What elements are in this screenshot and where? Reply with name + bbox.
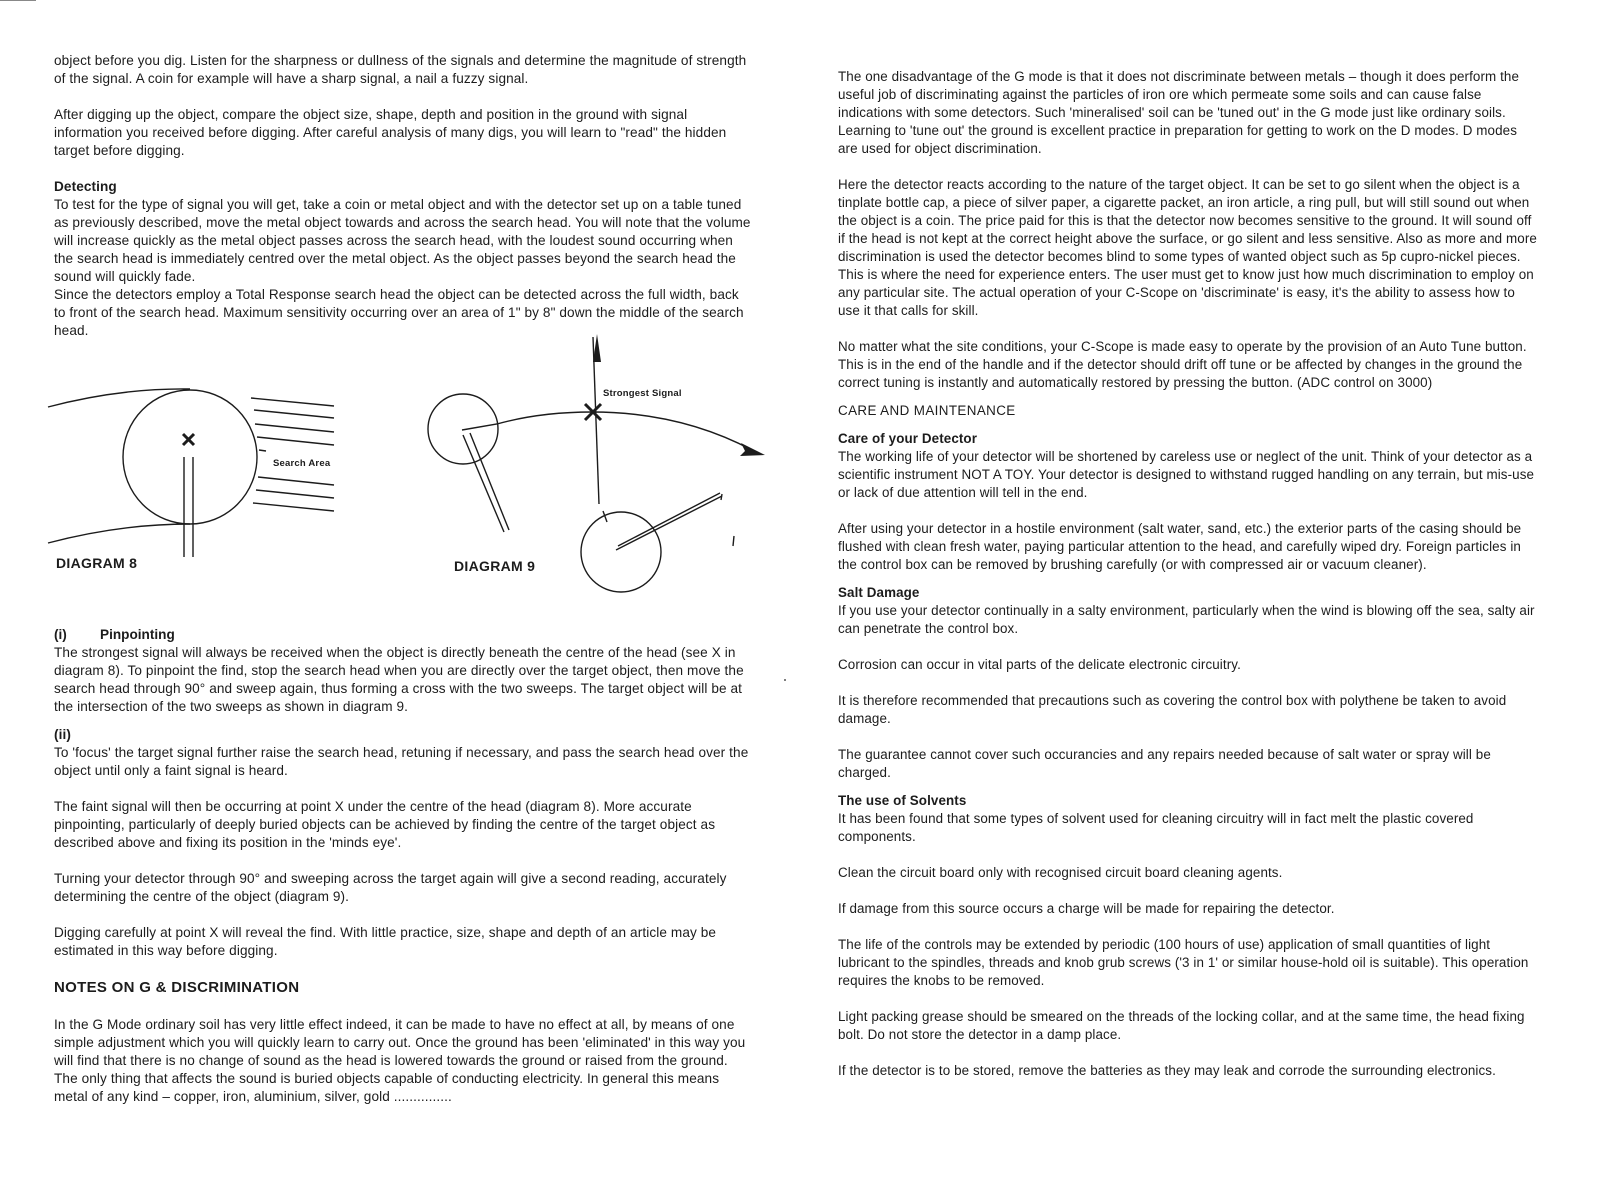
speck [784,679,786,681]
paragraph: object before you dig. Listen for the sharpness or dullness of the signals and determine the magnitude of strength of the signal. A coin for example will have a sharp signal, a nail a fuzzy signal. [54,53,747,86]
section-number: (ii) [54,727,72,742]
diagram-8 [48,389,334,557]
solvents-heading: The use of Solvents [838,793,967,808]
section-number: (i) [54,627,67,642]
care-heading: CARE AND MAINTENANCE [838,403,1016,418]
paragraph: The guarantee cannot cover such occurancies and any repairs needed because of salt water or spray will be charged. [838,747,1491,780]
paragraph: The life of the controls may be extended by periodic (100 hours of use) application of small quantities of light lubricant to the spindles, threads and knob grub screws ('3 in 1' or similar house-hold oil is suitable). This operation requires the knobs to be removed. [838,937,1529,988]
paragraph: No matter what the site conditions, your C-Scope is made easy to operate by the provision of an Auto Tune button. This is in the end of the handle and if the detector should drift off tune or be affected by changes in the ground the correct tuning is instantly and automatically restored by pressing the button. (ADC control on 3000) [838,339,1527,390]
diagrams-figure [40,332,790,598]
paragraph: If damage from this source occurs a charge will be made for repairing the detector. [838,901,1335,916]
diagrams-area [40,332,790,598]
paragraph: After digging up the object, compare the object size, shape, depth and position in the ground with signal information you received before digging. After careful analysis of many digs, you will learn to "read" the hidden target before digging. [54,107,727,158]
paragraph: The strongest signal will always be received when the object is directly beneath the centre of the head (see X in diagram 8). To pinpoint the find, stop the search head when you are directly over the target object, then move the search head through 90° and sweep again, thus forming a cross with the two sweeps. The target object will be at the intersection of the two sweeps as shown in diagram 9. [54,645,744,714]
left-page [0,0,790,1189]
paragraph: Digging carefully at point X will reveal the find. With little practice, size, shape and depth of an article may be estimated in this way before digging. [54,925,717,958]
notes-heading: NOTES ON G & DISCRIMINATION [54,979,300,996]
section-title: Pinpointing [100,627,175,642]
arrow-right-icon [740,443,765,456]
paragraph: The faint signal will then be occurring at point X under the centre of the head (diagram 8). More accurate pinpointing, particularly of deeply buried objects can be achieved by finding the centre of the target object as described above and fixing its position in the 'minds eye'. [54,799,716,850]
paragraph: To test for the type of signal you will get, take a coin or metal object and with the detector set up on a table tuned as previously described, move the metal object towards and across the search head. You will note that the volume will increase quickly as the metal object passes across the search head, with the loudest sound occurring when the search head is immediately centred over the metal object. As the object passes beyond the search head the sound will quickly fade. [54,197,751,284]
detecting-heading: Detecting [54,179,117,194]
paragraph: It has been found that some types of solvent used for cleaning circuitry will in fact melt the plastic covered components. [838,811,1474,844]
paragraph: The working life of your detector will be shortened by careless use or neglect of the unit. Think of your detector as a scientific instrument NOT A TOY. Your detector is designed to withstand rugged handling on any terrain, but mis-use or lack of due attention will tell in the end. [838,449,1535,500]
arrow-up-icon [593,334,601,362]
right-column [838,68,1538,1080]
paragraph: Clean the circuit board only with recognised circuit board cleaning agents. [838,865,1283,880]
left-column [54,52,754,340]
right-page [800,0,1600,1189]
diagram-8-label: DIAGRAM 8 [56,555,138,571]
strongest-signal-label: Strongest Signal [603,388,682,399]
x-marker-icon [183,434,194,445]
paragraph: The one disadvantage of the G mode is that it does not discriminate between metals – though it does perform the useful job of discriminating against the particles of iron ore which permeate some soils and can cause false indications with some detectors. Such 'mineralised' soil can be 'tuned out' in the G mode just like ordinary soils. Learning to 'tune out' the ground is excellent practice in preparation for getting to work on the D modes. D modes are used for object discrimination. [838,69,1520,156]
pinpointing-heading [54,626,754,644]
paragraph: If the detector is to be stored, remove the batteries as they may leak and corrode the surrounding electronics. [838,1063,1496,1078]
paragraph: It is therefore recommended that precautions such as covering the control box with polythene be taken to avoid damage. [838,693,1507,726]
care-detector-heading: Care of your Detector [838,431,978,446]
paragraph: Corrosion can occur in vital parts of the delicate electronic circuitry. [838,657,1241,672]
diagram-9 [428,337,752,592]
left-column-lower [54,626,754,1106]
salt-heading: Salt Damage [838,585,920,600]
paragraph: In the G Mode ordinary soil has very little effect indeed, it can be made to have no effect at all, by means of one simple adjustment which you will quickly learn to carry out. Once the ground has been 'eliminated' in this way you will find that there is no change of sound as the head is lowered towards the ground or raised from the ground. The only thing that affects the sound is buried objects capable of conducting electricity. In general this means metal of any kind – copper, iron, aluminium, silver, gold ............... [54,1017,746,1104]
paragraph: If you use your detector continually in a salty environment, particularly when the wind is blowing off the sea, salty air can penetrate the control box. [838,603,1535,636]
search-area-label: Search Area [273,458,331,469]
paragraph: After using your detector in a hostile environment (salt water, sand, etc.) the exterior parts of the casing should be flushed with clean fresh water, paying particular attention to the head, and carefully wiped dry. Foreign particles in the control box can be removed by brushing carefully (or with compressed air or vacuum cleaner). [838,521,1522,572]
paragraph: To 'focus' the target signal further raise the search head, retuning if necessary, and pass the search head over the object until only a faint signal is heard. [54,745,749,778]
paragraph: Since the detectors employ a Total Response search head the object can be detected across the full width, back to front of the search head. Maximum sensitivity occurring over an area of 1" by 8" down the middle of the search head. [54,287,744,338]
page-edge-mark [0,0,36,1]
diagram-9-label: DIAGRAM 9 [454,558,536,574]
paragraph: Turning your detector through 90° and sweeping across the target again will give a second reading, accurately determining the centre of the object (diagram 9). [54,871,727,904]
paragraph: Light packing grease should be smeared on the threads of the locking collar, and at the same time, the head fixing bolt. Do not store the detector in a damp place. [838,1009,1525,1042]
paragraph: Here the detector reacts according to the nature of the target object. It can be set to go silent when the object is a tinplate bottle cap, a piece of silver paper, a cigarette packet, an iron article, a ring pull, but will still sound out when the object is a coin. The price paid for this is that the detector now becomes sensitive to the ground. It will sound off if the head is not kept at the correct height above the surface, or go silent and less sensitive. Also as more and more discrimination is used the detector becomes blind to some types of wanted object such as 5p cupro-nickel pieces. This is where the need for experience enters. The user must get to know just how much discrimination to employ on any particular site. The actual operation of your C-Scope on 'discriminate' is easy, it's the ability to assess how to use it that calls for skill. [838,177,1537,318]
